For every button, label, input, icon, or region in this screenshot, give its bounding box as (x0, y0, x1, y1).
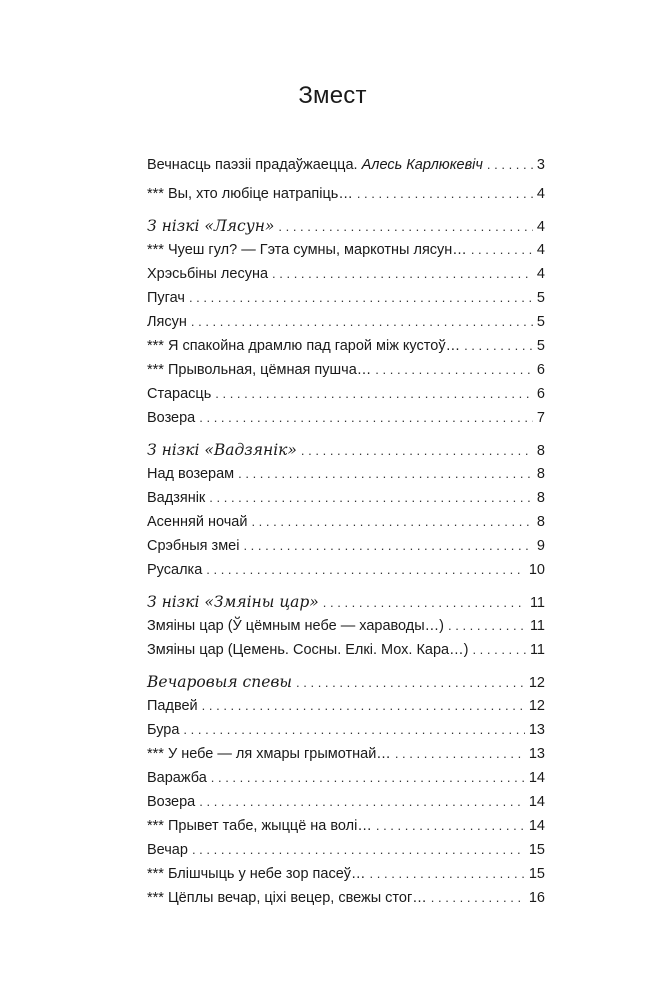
toc-section (147, 439, 545, 461)
entry-title-text: *** Цёплы вечар, ціхі вецер, свежы стог… (147, 890, 427, 906)
dot-leader (243, 535, 532, 557)
entry-title-text: *** Чуеш гул? — Гэта сумны, маркотны лясун… (147, 242, 467, 258)
entry-title (147, 535, 239, 557)
entry-title-text: Пугач (147, 290, 185, 306)
dot-leader (301, 440, 533, 462)
dot-leader (206, 559, 525, 581)
toc-entry (147, 311, 545, 333)
page-number: 10 (528, 562, 545, 578)
page-number: 8 (536, 466, 545, 482)
toc-entry (147, 535, 545, 557)
entry-title-text: Русалка (147, 562, 203, 578)
page-number: 8 (536, 514, 545, 530)
page-number: 13 (528, 722, 545, 738)
page-number: 5 (536, 314, 545, 330)
entry-title (147, 743, 391, 765)
entry-title-text: Хрэсьбіны лесуна (147, 266, 269, 282)
page-number: 6 (536, 362, 545, 378)
entry-title (147, 815, 372, 837)
page-number: 15 (528, 866, 545, 882)
toc-entry (147, 239, 545, 261)
toc-entry (147, 695, 545, 717)
entry-title-text: *** Прывольная, цёмная пушча… (147, 362, 372, 378)
dot-leader (238, 463, 533, 485)
page-number: 8 (536, 490, 545, 506)
toc-entry (147, 263, 545, 285)
entry-title-text: Старасць (147, 386, 212, 402)
toc-entry (147, 383, 545, 405)
entry-title (147, 239, 467, 261)
toc-entry (147, 815, 545, 837)
toc-entry (147, 743, 545, 765)
entry-title (147, 154, 483, 176)
page-number: 6 (536, 386, 545, 402)
entry-title-text: *** Вы, хто любіце натрапіць… (147, 186, 353, 202)
dot-leader (376, 815, 525, 837)
entry-title (147, 695, 198, 717)
page-number: 11 (529, 618, 545, 634)
dot-leader (472, 639, 526, 661)
dot-leader (448, 615, 526, 637)
entry-title-text: З нізкі «Змяіны цар» (147, 593, 319, 611)
toc-entry (147, 154, 545, 176)
entry-title-text: Падвей (147, 698, 198, 714)
page-number: 5 (536, 338, 545, 354)
entry-title-text: Вечаровыя спевы (147, 673, 293, 691)
toc-entry (147, 511, 545, 533)
page-number: 7 (536, 410, 545, 426)
toc-entry (147, 463, 545, 485)
toc-entry (147, 615, 545, 637)
dot-leader (183, 719, 524, 741)
entry-title (147, 183, 353, 205)
entry-title-text: *** У небе — ля хмары грымотнай… (147, 746, 391, 762)
toc-entry (147, 183, 545, 205)
page-number: 4 (536, 219, 545, 235)
dot-leader (202, 695, 525, 717)
entry-title-text: Возера (147, 410, 196, 426)
toc-entry (147, 487, 545, 509)
page-number: 16 (528, 890, 545, 906)
entry-title-text: Змяіны цар (Цемень. Сосны. Елкі. Мох. Кара…) (147, 642, 469, 658)
page-number: 12 (528, 698, 545, 714)
entry-title (147, 359, 371, 381)
entry-title-text: Возера (147, 794, 196, 810)
page-number: 12 (528, 675, 545, 691)
entry-title-text: *** Блішчыць у небе зор пасеў… (147, 866, 366, 882)
dot-leader (471, 239, 533, 261)
entry-title (147, 463, 234, 485)
toc-section (147, 671, 545, 693)
dot-leader (211, 767, 525, 789)
entry-title (147, 511, 247, 533)
page-number: 11 (529, 595, 545, 611)
dot-leader (199, 407, 533, 429)
page-title: Змест (298, 82, 367, 109)
entry-title-text: Лясун (147, 314, 187, 330)
toc-entry (147, 407, 545, 429)
dot-leader (189, 287, 533, 309)
dot-leader (296, 672, 525, 694)
page-number: 4 (536, 186, 545, 202)
entry-title-text: Вадзянік (147, 490, 206, 506)
entry-title (147, 559, 202, 581)
entry-title (147, 639, 468, 661)
entry-title (147, 887, 427, 909)
toc-entry (147, 287, 545, 309)
dot-leader (215, 383, 533, 405)
dot-leader (323, 592, 526, 614)
entry-title-text: З нізкі «Вадзянік» (147, 441, 297, 459)
toc-entry (147, 639, 545, 661)
entry-title-text: Змяіны цар (Ў цёмным небе — хараводы…) (147, 618, 445, 634)
toc-entry (147, 791, 545, 813)
dot-leader (192, 839, 525, 861)
entry-title (147, 263, 268, 285)
dot-leader (395, 743, 525, 765)
page-number: 14 (528, 770, 545, 786)
entry-title (147, 439, 297, 461)
entry-title-text: Вечнасць паэзіі прадаўжаецца. (147, 157, 362, 173)
page-number: 9 (536, 538, 545, 554)
dot-leader (487, 154, 533, 176)
dot-leader (464, 335, 533, 357)
entry-title-text: Асенняй ночай (147, 514, 248, 530)
entry-title (147, 615, 444, 637)
dot-leader (375, 359, 533, 381)
page-number: 15 (528, 842, 545, 858)
dot-leader (431, 887, 525, 909)
entry-author: Алесь Карлюкевіч (361, 157, 483, 173)
dot-leader (370, 863, 525, 885)
dot-leader (357, 183, 533, 205)
entry-title-text: Над возерам (147, 466, 235, 482)
entry-title-text: Вечар (147, 842, 188, 858)
dot-leader (191, 311, 533, 333)
page-number: 11 (529, 642, 545, 658)
entry-title (147, 215, 274, 237)
entry-title-text: Бура (147, 722, 180, 738)
entry-title (147, 407, 195, 429)
toc-section (147, 215, 545, 237)
entry-title (147, 311, 187, 333)
entry-title (147, 383, 211, 405)
toc-entry (147, 719, 545, 741)
dot-leader (278, 216, 533, 238)
toc-entry (147, 863, 545, 885)
page-number: 14 (528, 818, 545, 834)
page-number: 4 (536, 266, 545, 282)
entry-title (147, 335, 460, 357)
toc-entry (147, 335, 545, 357)
page-number: 3 (536, 157, 545, 173)
entry-title-text: Срэбныя змеі (147, 538, 240, 554)
dot-leader (209, 487, 533, 509)
toc-section (147, 591, 545, 613)
entry-title (147, 839, 188, 861)
toc-entry (147, 359, 545, 381)
page-number: 8 (536, 443, 545, 459)
entry-title (147, 863, 366, 885)
entry-title-text: З нізкі «Лясун» (147, 217, 275, 235)
entry-title-text: Варажба (147, 770, 207, 786)
dot-leader (272, 263, 533, 285)
dot-leader (251, 511, 532, 533)
entry-title (147, 287, 185, 309)
entry-title (147, 719, 179, 741)
toc-entry (147, 887, 545, 909)
entry-title (147, 591, 319, 613)
page-number: 13 (528, 746, 545, 762)
entry-title (147, 791, 195, 813)
toc-entry (147, 767, 545, 789)
toc-entry (147, 559, 545, 581)
toc-entry (147, 839, 545, 861)
entry-title-text: *** Прывет табе, жыццё на волі… (147, 818, 372, 834)
dot-leader (199, 791, 525, 813)
entry-title (147, 671, 292, 693)
entry-title (147, 767, 207, 789)
page-number: 5 (536, 290, 545, 306)
page-number: 14 (528, 794, 545, 810)
entry-title-text: *** Я спакойна драмлю пад гарой між кустоў… (147, 338, 461, 354)
entry-title (147, 487, 205, 509)
page-number: 4 (536, 242, 545, 258)
